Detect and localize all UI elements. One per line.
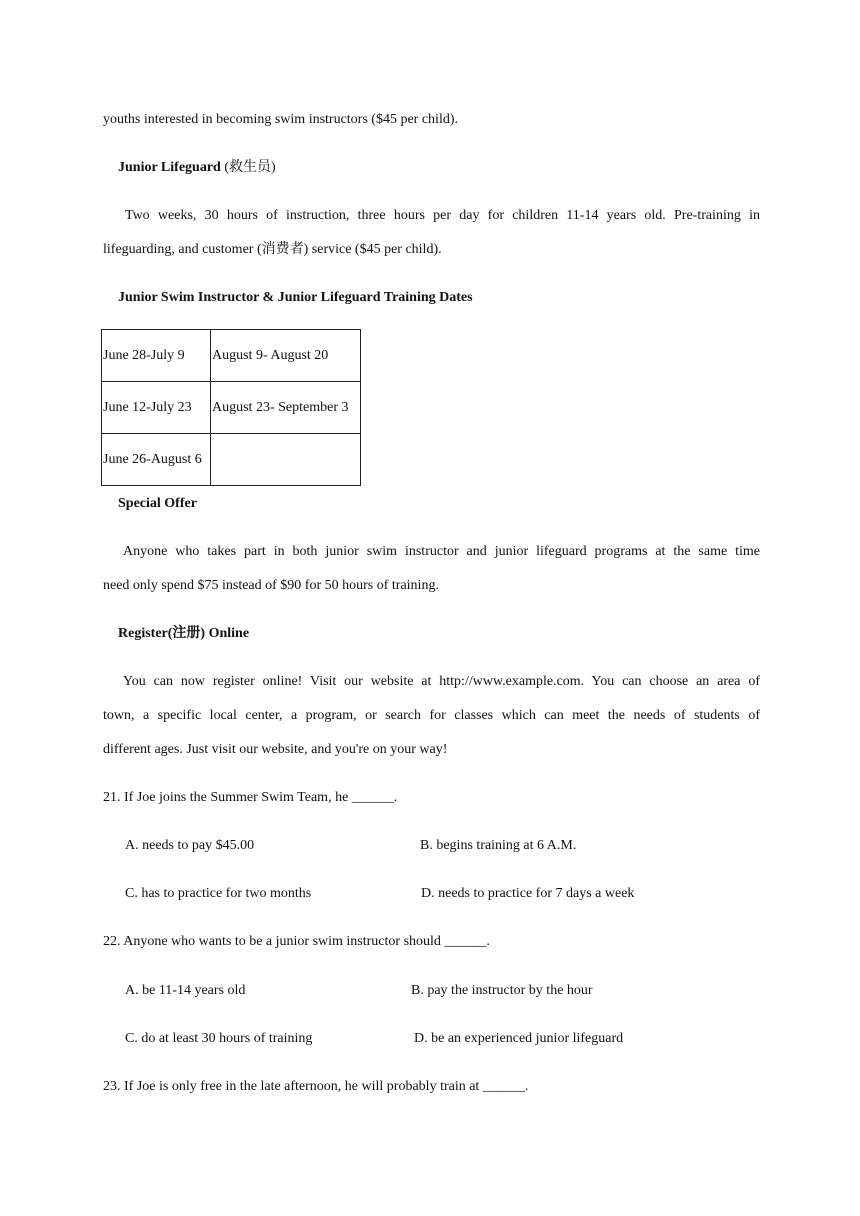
register-heading: Register(注册) Online xyxy=(118,626,250,641)
table-cell: June 12-July 23 xyxy=(102,382,211,434)
question-21-option-c[interactable]: C. has to practice for two months xyxy=(125,886,312,901)
register-body-line1: You can now register online! Visit our website at http://www.example.com. You can choose an area of xyxy=(123,674,760,689)
lifeguard-title: Junior Lifeguard xyxy=(118,160,221,175)
question-21-stem: 21. If Joe joins the Summer Swim Team, he ______. xyxy=(103,790,398,805)
table-cell xyxy=(211,434,361,486)
table-cell: August 9- August 20 xyxy=(211,330,361,382)
lifeguard-heading xyxy=(118,158,276,178)
register-body-line3: different ages. Just visit our website, and you're on your way! xyxy=(103,742,448,757)
table-row xyxy=(102,434,361,486)
question-22-stem: 22. Anyone who wants to be a junior swim instructor should ______. xyxy=(103,934,490,949)
table-cell: June 26-August 6 xyxy=(102,434,211,486)
question-22-option-a[interactable]: A. be 11-14 years old xyxy=(125,983,246,998)
lifeguard-body-line2: lifeguarding, and customer (消费者) service ($45 per child). xyxy=(103,242,442,257)
register-body-line2: town, a specific local center, a program, or search for classes which can meet the needs of students of xyxy=(103,708,760,723)
question-22-option-b[interactable]: B. pay the instructor by the hour xyxy=(411,983,593,998)
table-cell: June 28-July 9 xyxy=(102,330,211,382)
special-offer-heading: Special Offer xyxy=(118,496,197,511)
question-22-option-c[interactable]: C. do at least 30 hours of training xyxy=(125,1031,313,1046)
table-cell: August 23- September 3 xyxy=(211,382,361,434)
question-22-option-d[interactable]: D. be an experienced junior lifeguard xyxy=(414,1031,624,1046)
intro-line: youths interested in becoming swim instructors ($45 per child). xyxy=(103,112,458,127)
question-21-option-a[interactable]: A. needs to pay $45.00 xyxy=(125,838,255,853)
question-21-option-d[interactable]: D. needs to practice for 7 days a week xyxy=(421,886,635,901)
question-23-stem: 23. If Joe is only free in the late afternoon, he will probably train at ______. xyxy=(103,1079,529,1094)
table-row xyxy=(102,330,361,382)
table-row xyxy=(102,382,361,434)
question-21-option-b[interactable]: B. begins training at 6 A.M. xyxy=(420,838,577,853)
special-offer-body-line2: need only spend $75 instead of $90 for 50 hours of training. xyxy=(103,578,439,593)
special-offer-body-line1: Anyone who takes part in both junior swim instructor and junior lifeguard programs at the same time xyxy=(123,544,760,559)
training-dates-heading: Junior Swim Instructor & Junior Lifeguard Training Dates xyxy=(118,290,473,305)
lifeguard-body-line1: Two weeks, 30 hours of instruction, three hours per day for children 11-14 years old. Pre-training in xyxy=(125,208,760,223)
lifeguard-title-note: (救生员) xyxy=(220,160,276,175)
training-dates-table xyxy=(101,329,361,486)
